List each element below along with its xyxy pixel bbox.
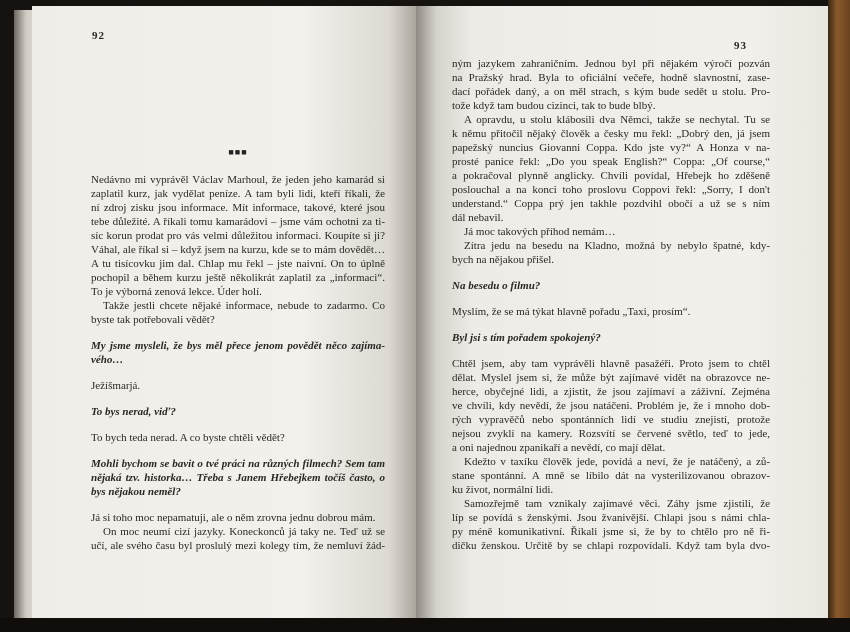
book-cover-edge xyxy=(828,0,850,632)
text-line: Takže jestli chcete nějaké informace, nebude to zadarmo. Co xyxy=(103,300,385,312)
text-line: My jsme mysleli, že bys měl přece jenom povědět něco zajíma- xyxy=(91,340,385,352)
left-page-text xyxy=(91,145,385,565)
text-line: vého… xyxy=(91,354,124,366)
text-line: k němu přitočil nějaký člověk a česky mu řekl: „Dobrý den, já jsem xyxy=(452,128,770,140)
text-line: Mohli bychom se bavit o tvé práci na různých filmech? Sem tam xyxy=(91,458,385,470)
text-line: Chtěl jsem, aby tam vyprávěli hlavně pasažéři. Proto jsem to chtěl xyxy=(452,358,770,370)
text-line: To bych teda nerad. A co byste chtěli vědět? xyxy=(91,432,285,444)
text-line: ku život, normální lidi. xyxy=(452,484,554,496)
interview-question xyxy=(91,405,385,419)
interview-answer xyxy=(91,431,385,445)
text-line: A tu tisícovku jim dal. Chlap mu řekl – jste naivní. On to úplně xyxy=(91,258,385,270)
text-line: Já moc takových příhod nemám… xyxy=(464,226,616,238)
text-line: Já si toho moc nepamatuji, ale o něm zrovna jednu dobrou mám. xyxy=(91,512,376,524)
text-line: py méně komunikativní. Říkali jsme si, že by to chtělo pro ně ři- xyxy=(452,526,770,538)
text-line: On moc neumí cizí jazyky. Koneckonců já taky ne. Teď už se xyxy=(103,526,385,538)
text-line: papežský nuncius Giovanni Coppa. Kdo jste vy?“ A Honza v na- xyxy=(452,142,770,154)
interview-answer xyxy=(452,357,770,553)
text-line: Nedávno mi vyprávěl Václav Marhoul, že jeden jeho kamarád si xyxy=(91,174,385,186)
text-line: pochopil a během kurzu ještě několikrát zaplatil za „informaci“. xyxy=(91,272,385,284)
text-line: ve chvíli, kdy nevědí, že jsou natáčeni. Problém je, že i mnoho dob- xyxy=(452,400,770,412)
interview-question xyxy=(452,279,770,293)
page-number: 93 xyxy=(734,40,747,52)
text-line: Samozřejmě tam vznikaly zajímavé věci. Záhy jsme zjistili, že xyxy=(464,498,770,510)
text-line: dělat. Myslel jsem si, že může být zajímavé vidět na obrazovce ne- xyxy=(452,372,770,384)
text-line: Ježíšmarjá. xyxy=(91,380,141,392)
text-line: a oni najednou zpanikaří a nevědí, co mají dělat. xyxy=(452,442,666,454)
text-line: dací pořádek daný, a on měl strach, s kým bude sedět u stolu. Pro- xyxy=(452,86,770,98)
text-line: To bys nerad, viď? xyxy=(91,406,176,418)
interview-answer xyxy=(91,511,385,553)
text-line: dičku ženskou. Určitě by se chlapi rozpovídali. Když tam byla dvo- xyxy=(452,540,770,552)
text-line: bych na nějakou přišel. xyxy=(452,254,555,266)
text-line: Zítra jedu na besedu na Kladno, možná by nebylo špatné, kdy- xyxy=(464,240,770,252)
section-separator: ■■■ xyxy=(228,147,248,157)
interview-answer xyxy=(91,379,385,393)
text-line: understand.“ Coppa prý jen takhle pozdvihl obočí a už se s ním xyxy=(452,198,770,210)
interview-question xyxy=(91,457,385,499)
text-line: Myslím, že se má týkat hlavně pořadu „Taxi, prosím“. xyxy=(452,306,691,318)
text-line: rých vypravěčů nebo spontánních lidí ve studiu znejistí, protože xyxy=(452,414,770,426)
text-line: Na besedu o filmu? xyxy=(452,280,541,292)
interview-answer xyxy=(452,305,770,319)
interview-answer xyxy=(452,57,770,267)
right-page-text xyxy=(452,57,770,565)
text-line: bys nějakou neměl? xyxy=(91,486,181,498)
text-line: Váhal, ale říkal si – když jsem na kurzu, kde se to mám dovědět… xyxy=(91,244,385,256)
text-line: prosté panice řekl: „Do you speak English?“ Coppa: „Of course,“ xyxy=(452,156,770,168)
text-line: učí, ale svého času byl proslulý mezi kolegy tím, že nemluví žád- xyxy=(91,540,385,552)
page-number: 92 xyxy=(92,30,105,42)
text-line: na Pražský hrad. Byla to oficiální večeře, hodně slavnostní, zase- xyxy=(452,72,770,84)
text-line: To je výborná zenová lekce. Úder holí. xyxy=(91,286,262,298)
right-page xyxy=(416,6,830,618)
interview-question xyxy=(91,339,385,367)
text-line: dál nebavil. xyxy=(452,212,504,224)
text-line: ní zdroj zisku jsou informace. Mít informace, takové, které jsou xyxy=(91,202,385,214)
interview-question xyxy=(452,331,770,345)
text-line: líp se povídá s ženskými. Jsou žvanivější. Chlapi jsou s námi chla- xyxy=(452,512,770,524)
text-line: tebe důležité. A říkali tomu kamarádovi – jsme vám ochotni za ti- xyxy=(91,216,385,228)
left-page xyxy=(32,6,416,618)
text-line: herce, obyčejné lidi, a zjistit, že jsou zajímaví a záživní. Zejména xyxy=(452,386,770,398)
text-line: nejsou zvyklí na kamery. Rozsvítí se červené světlo, teď to jede, xyxy=(452,428,770,440)
text-line: síc korun prodat pro vás velmi důležitou informaci. Koupíte si ji? xyxy=(91,230,385,242)
text-line: Byl jsi s tím pořadem spokojený? xyxy=(452,332,601,344)
text-line: nějaká tzv. historka… Třeba s Janem Hřebejkem točíš často, o xyxy=(91,472,385,484)
text-line: poslouchal a na konci toho proslovu Coppovi řekl: „Sorry, I don't xyxy=(452,184,770,196)
text-line: zaplatil kurz, jak vydělat peníze. A tam byli lidi, kteří říkali, že xyxy=(91,188,385,200)
background xyxy=(0,618,850,632)
text-line: A opravdu, u stolu klábosili dva Němci, takže se nechytal. Tu se xyxy=(464,114,770,126)
text-line: byste tak potřebovali vědět? xyxy=(91,314,215,326)
text-line: tože když tam budou cizinci, tak to bude blbý. xyxy=(452,100,656,112)
text-line: Kdežto v taxíku člověk jede, povídá a neví, že je natáčený, a zů- xyxy=(464,456,770,468)
interview-answer xyxy=(91,173,385,327)
text-line: ným jazykem zahraničním. Jednou byl při nějakém výročí pozván xyxy=(452,58,770,70)
text-line: stane spontánní. A mně se líbilo dát na vysterilizovanou obrazov- xyxy=(452,470,770,482)
text-line: a pokračoval plynně anglicky. Chvíli povídal, Hřebejk ho zděšeně xyxy=(452,170,770,182)
